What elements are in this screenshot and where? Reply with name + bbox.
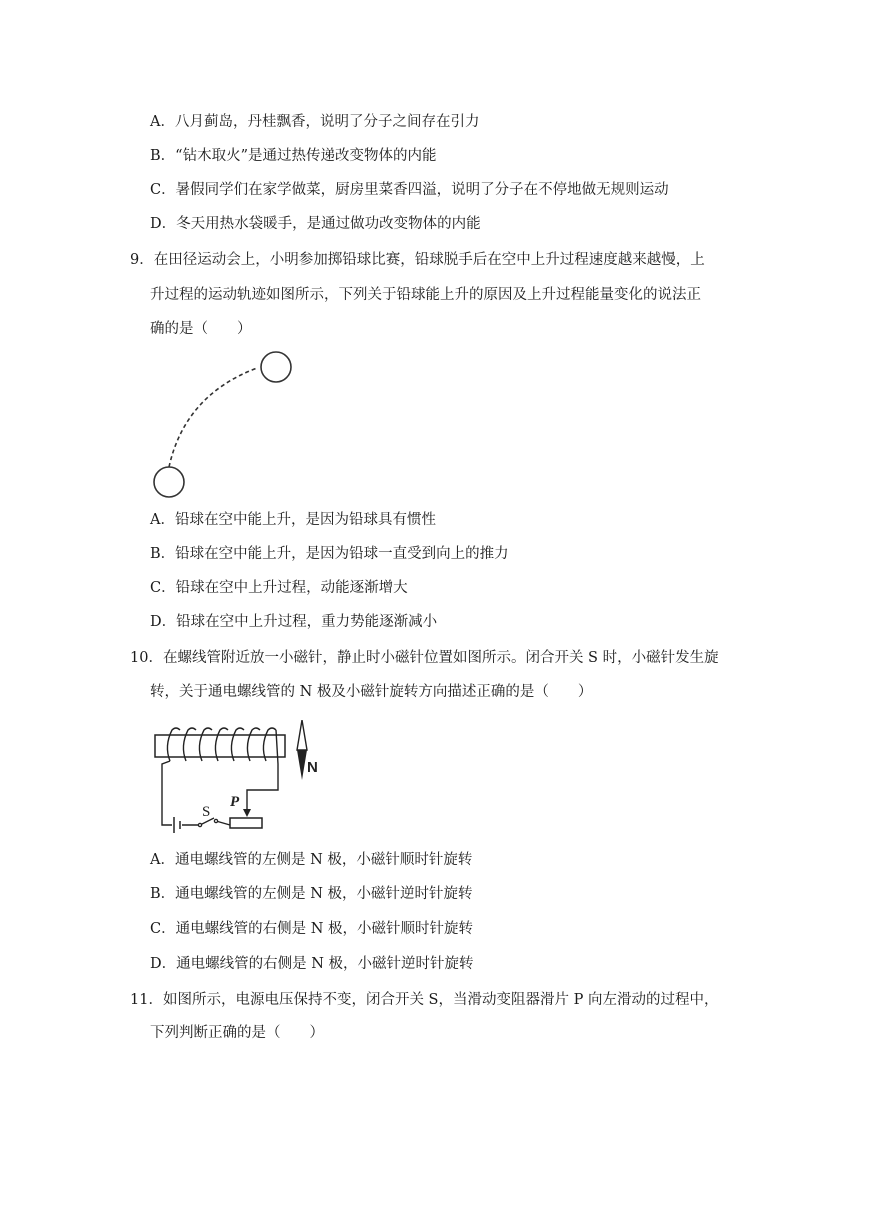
q9-trajectory-figure xyxy=(145,345,305,505)
q9-stem-line-2: 升过程的运动轨迹如图所示，下列关于铅球能上升的原因及上升过程能量变化的说法正 xyxy=(150,287,701,303)
solenoid-coil xyxy=(167,728,276,761)
q10-option-d: D．通电螺线管的右侧是 N 极，小磁针逆时针旋转 xyxy=(150,956,474,972)
q8-option-d: D．冬天用热水袋暖手，是通过做功改变物体的内能 xyxy=(150,216,481,232)
battery xyxy=(174,817,180,833)
q10-stem-line-2: 转，关于通电螺线管的 N 极及小磁针旋转方向描述正确的是（ ） xyxy=(150,684,593,700)
switch-label: S xyxy=(202,804,211,820)
q9-option-a: A．铅球在空中能上升，是因为铅球具有惯性 xyxy=(150,512,436,528)
q10-option-a: A．通电螺线管的左侧是 N 极，小磁针顺时针旋转 xyxy=(150,852,473,868)
slider-label: P xyxy=(230,794,240,810)
q8-option-b: B．“钻木取火”是通过热传递改变物体的内能 xyxy=(150,148,437,164)
q8-option-c: C．暑假同学们在家学做菜，厨房里菜香四溢，说明了分子在不停地做无规则运动 xyxy=(150,182,669,198)
q9-option-d: D．铅球在空中上升过程，重力势能逐渐减小 xyxy=(150,614,438,630)
circuit-wires xyxy=(162,730,278,825)
q9-stem-line-1: 9．在田径运动会上，小明参加掷铅球比赛，铅球脱手后在空中上升过程速度越来越慢，上 xyxy=(130,252,705,268)
q11-stem-line-2: 下列判断正确的是（ ） xyxy=(150,1025,324,1041)
needle-north-label: N xyxy=(307,759,318,776)
rheostat xyxy=(230,818,262,828)
q10-stem-line-1: 10．在螺线管附近放一小磁针，静止时小磁针位置如图所示。闭合开关 S 时，小磁针发生旋 xyxy=(130,650,719,666)
q8-option-a: A．八月蓟岛，丹桂飘香，说明了分子之间存在引力 xyxy=(150,114,480,130)
shot-put-top xyxy=(261,352,291,382)
shot-put-start xyxy=(154,467,184,497)
q9-option-b: B．铅球在空中能上升，是因为铅球一直受到向上的推力 xyxy=(150,546,509,562)
q10-solenoid-figure xyxy=(150,720,340,840)
q9-option-c: C．铅球在空中上升过程，动能逐渐增大 xyxy=(150,580,408,596)
needle-north-half xyxy=(297,720,307,750)
trajectory-path xyxy=(169,368,257,467)
q9-stem-line-3: 确的是（ ） xyxy=(150,321,252,337)
q10-option-c: C．通电螺线管的右侧是 N 极，小磁针顺时针旋转 xyxy=(150,921,473,937)
q10-option-b: B．通电螺线管的左侧是 N 极，小磁针逆时针旋转 xyxy=(150,886,473,902)
needle-south-half xyxy=(297,750,307,780)
q11-stem-line-1: 11．如图所示，电源电压保持不变，闭合开关 S，当滑动变阻器滑片 P 向左滑动的过程中， xyxy=(130,992,719,1008)
slider-arrow xyxy=(243,809,251,817)
